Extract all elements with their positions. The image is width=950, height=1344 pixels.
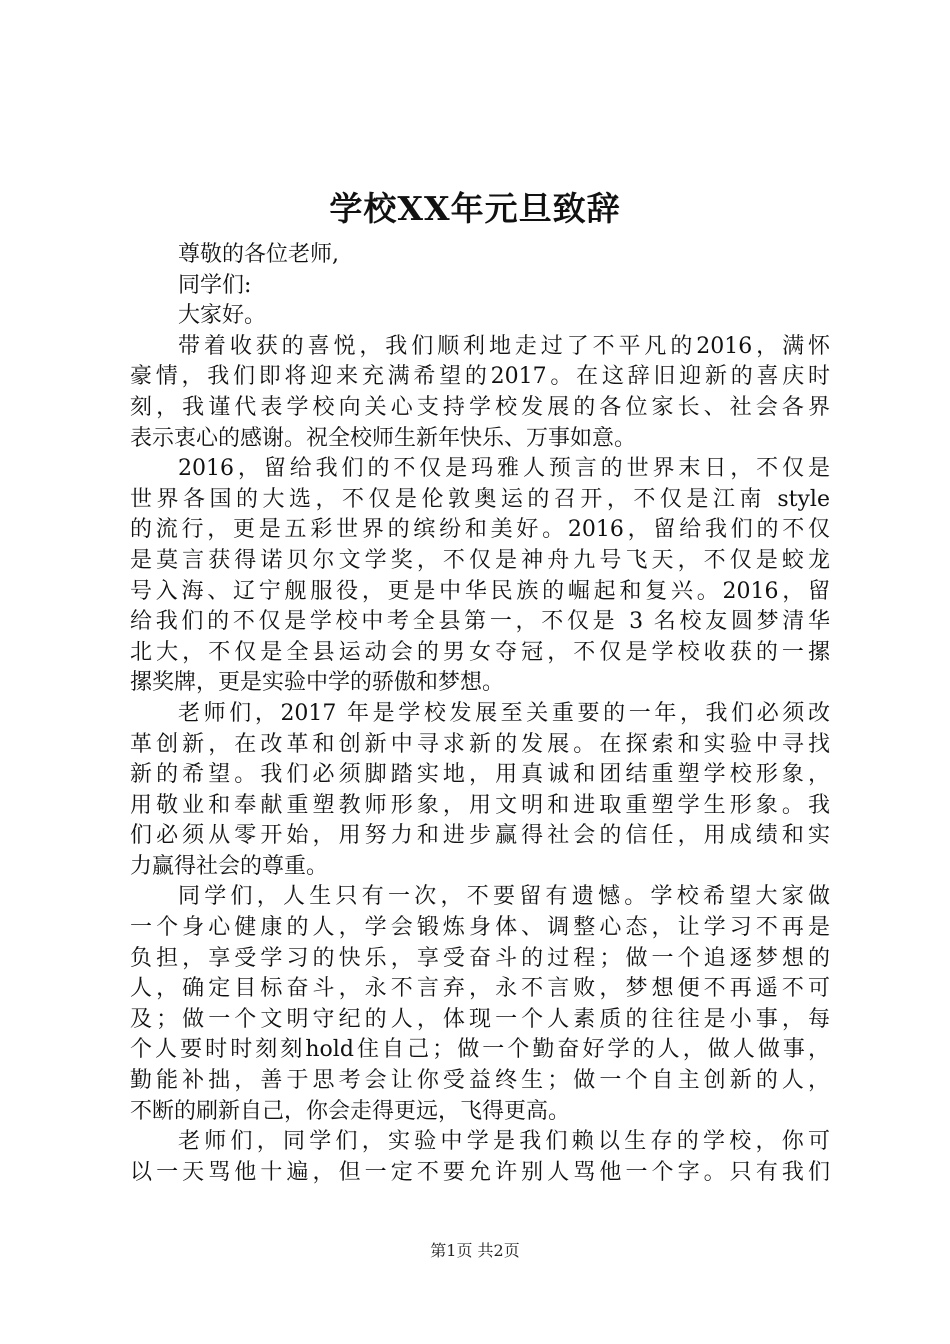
text-line: 同学们: (178, 272, 252, 298)
text-line: 不断的刷新自己，你会走得更远，飞得更高。 (130, 1098, 571, 1124)
text-line: 的流行，更是五彩世界的缤纷和美好。2016，留给我们的不仅 (130, 517, 830, 543)
text-line: 刻，我谨代表学校向关心支持学校发展的各位家长、社会各界 (130, 394, 830, 420)
text-line: 人，确定目标奋斗，永不言弃，永不言败，梦想便不再遥不可 (130, 976, 830, 1002)
text-line: 勤能补拙，善于思考会让你受益终生；做一个自主创新的人， (130, 1068, 830, 1094)
text-line: 北大，不仅是全县运动会的男女夺冠，不仅是学校收获的一摞 (130, 639, 830, 665)
page-footer: 第1页 共2页 (430, 1241, 520, 1260)
text-line: 给我们的不仅是学校中考全县第一，不仅是 3 名校友圆梦清华 (130, 609, 830, 635)
text-line: 豪情，我们即将迎来充满希望的2017。在这辞旧迎新的喜庆时 (130, 364, 830, 390)
text-line: 一个身心健康的人，学会锻炼身体、调整心态，让学习不再是 (130, 915, 830, 941)
text-line: 老师们，2017 年是学校发展至关重要的一年，我们必须改 (178, 700, 830, 726)
document-title: 学校XX年元旦致辞 (329, 189, 621, 228)
text-line: 是莫言获得诺贝尔文学奖，不仅是神舟九号飞天，不仅是蛟龙 (130, 547, 830, 573)
text-line: 2016，留给我们的不仅是玛雅人预言的世界末日，不仅是 (178, 456, 830, 482)
text-line: 新的希望。我们必须脚踏实地，用真诚和团结重塑学校形象， (130, 762, 830, 788)
text-line: 用敬业和奉献重塑教师形象，用文明和进取重塑学生形象。我 (130, 792, 830, 818)
text-line: 们必须从零开始，用努力和进步赢得社会的信任，用成绩和实 (130, 823, 830, 849)
text-line: 个人要时时刻刻hold住自己；做一个勤奋好学的人，做人做事， (130, 1037, 830, 1063)
text-line: 尊敬的各位老师, (178, 242, 339, 267)
document-body (130, 240, 830, 1188)
text-line: 力赢得社会的尊重。 (130, 853, 329, 879)
text-line: 负担，享受学习的快乐，享受奋斗的过程；做一个追逐梦想的 (130, 945, 830, 971)
text-line: 大家好。 (178, 303, 267, 329)
text-line: 及；做一个文明守纪的人，体现一个人素质的往往是小事，每 (130, 1006, 830, 1032)
text-line: 以一天骂他十遍，但一定不要允许别人骂他一个字。只有我们 (130, 1159, 830, 1185)
text-line: 摞奖牌，更是实验中学的骄傲和梦想。 (130, 670, 505, 696)
text-line: 表示衷心的感谢。祝全校师生新年快乐、万事如意。 (130, 425, 637, 451)
text-line: 号入海、辽宁舰服役，更是中华民族的崛起和复兴。2016，留 (130, 578, 830, 604)
text-line: 革创新，在改革和创新中寻求新的发展。在探索和实验中寻找 (130, 731, 830, 757)
text-line: 同学们，人生只有一次，不要留有遗憾。学校希望大家做 (178, 884, 830, 910)
text-line: 老师们，同学们，实验中学是我们赖以生存的学校，你可 (178, 1129, 830, 1155)
text-line: 世界各国的大选，不仅是伦敦奥运的召开，不仅是江南 style (130, 486, 830, 512)
text-line: 带着收获的喜悦，我们顺利地走过了不平凡的2016，满怀 (178, 333, 830, 359)
